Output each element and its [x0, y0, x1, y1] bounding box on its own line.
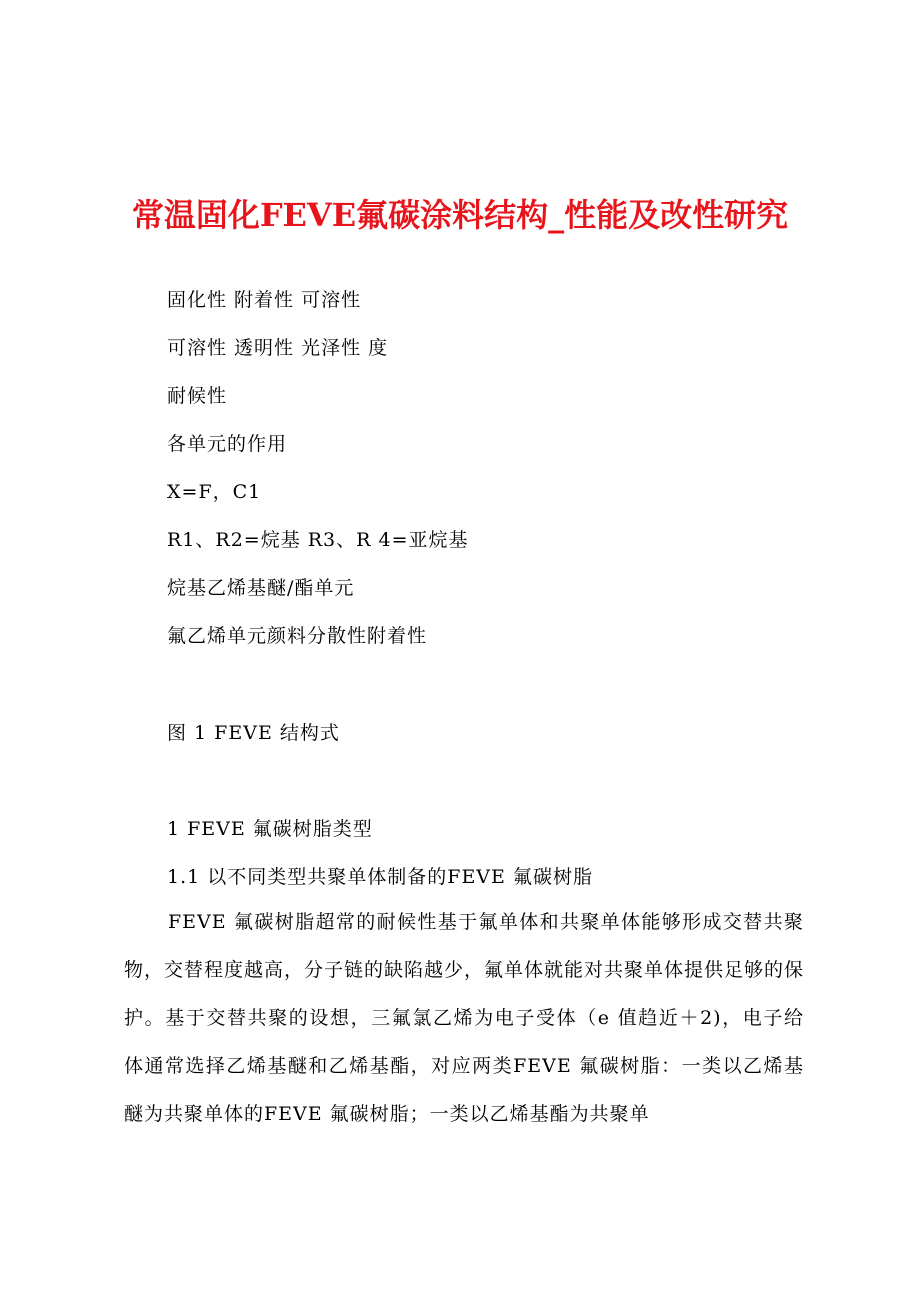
section-heading: 1 FEVE 氟碳树脂类型 — [167, 818, 373, 840]
figure-text-line: X=F，C1 — [167, 481, 262, 503]
figure-text-line: 各单元的作用 — [167, 433, 288, 455]
subsection-heading: 1.1 以不同类型共聚单体制备的FEVE 氟碳树脂 — [167, 866, 593, 888]
figure-text-line: 氟乙烯单元颜料分散性附着性 — [167, 625, 428, 647]
body-paragraph: FEVE 氟碳树脂超常的耐候性基于氟单体和共聚单体能够形成交替共聚物，交替程度越高，分子链的缺陷越少，氟单体就能对共聚单体提供足够的保护。基于交替共聚的设想，三氟氯乙烯为电子受体（e 值趋近＋2)，电子给体通常选择乙烯基醚和乙烯基酯，对应两类FEVE 氟碳树脂：一类以乙烯基醚为共聚单体的FEVE 氟碳树脂；一类以乙烯基酯为共聚单 — [124, 911, 805, 1125]
figure-text-line: 耐候性 — [167, 385, 228, 407]
document-title: 常温固化FEVE氟碳涂料结构_性能及改性研究 — [131, 196, 789, 234]
figure-text-line: 固化性 附着性 可溶性 — [167, 289, 362, 311]
figure-text-line: 烷基乙烯基醚/酯单元 — [167, 577, 355, 599]
figure-text-line: R1、R2=烷基 R3、R 4=亚烷基 — [167, 529, 469, 551]
figure-caption: 图 1 FEVE 结构式 — [167, 722, 340, 744]
figure-text-line: 可溶性 透明性 光泽性 度 — [167, 337, 389, 359]
